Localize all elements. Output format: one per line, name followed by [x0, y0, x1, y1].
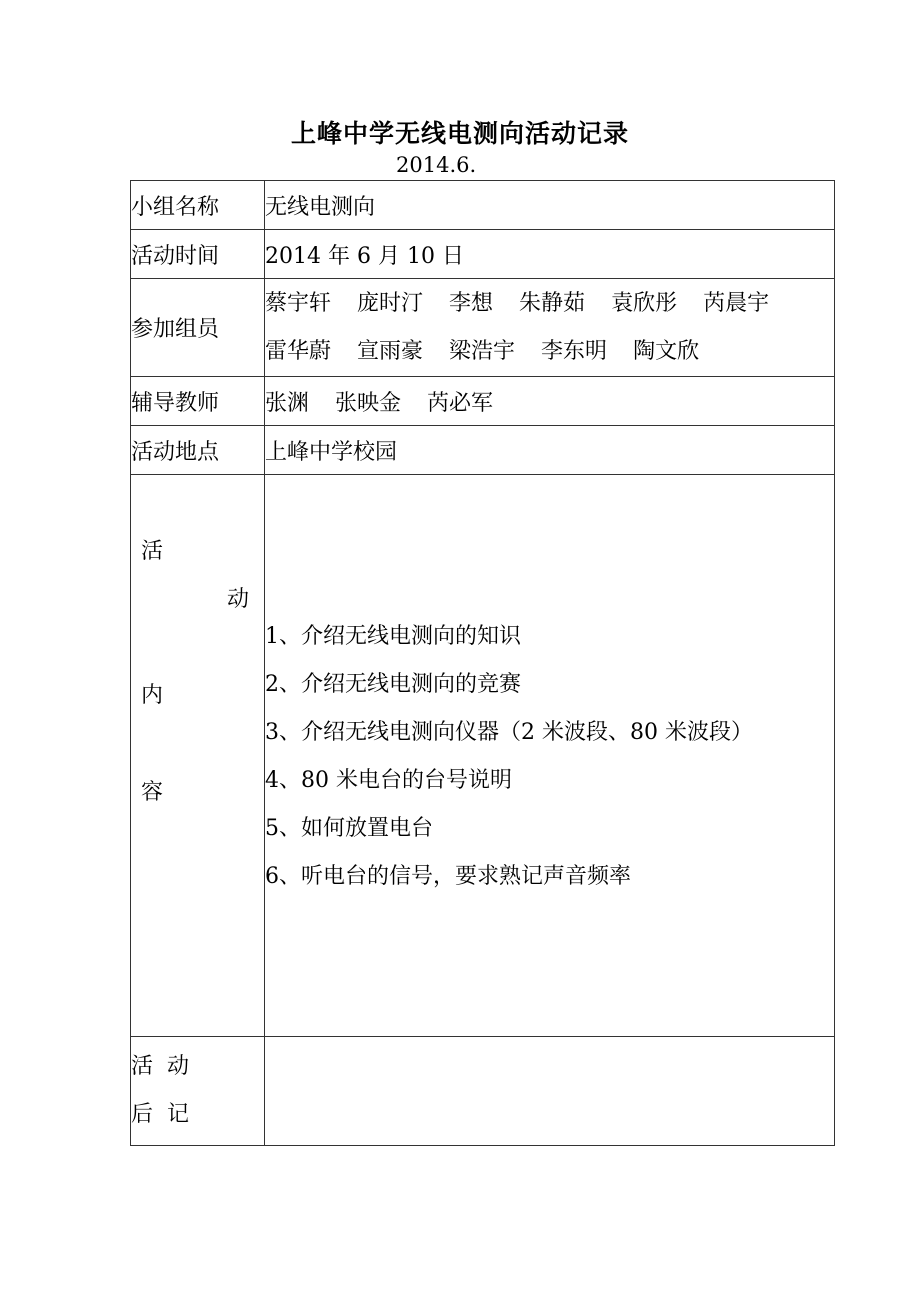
member-name: 李东明	[541, 338, 608, 364]
content-label	[131, 475, 265, 1037]
row-teachers	[131, 377, 835, 426]
content-label-char: 动	[227, 587, 250, 612]
content-item: 2、介绍无线电测向的竞赛	[265, 671, 521, 697]
content-list	[265, 611, 834, 901]
teacher-name: 张渊	[265, 390, 310, 416]
content-label-char: 内	[141, 683, 164, 708]
afterword-label-line-1: 活动	[131, 1054, 204, 1079]
teachers-label: 辅导教师	[131, 377, 265, 426]
member-name: 梁浩宇	[449, 338, 516, 364]
members-value	[265, 279, 835, 377]
members-line-2	[265, 328, 834, 376]
member-name: 陶文欣	[633, 338, 700, 364]
row-afterword	[131, 1037, 835, 1146]
content-item: 4、80 米电台的台号说明	[265, 767, 512, 793]
afterword-label-line-2: 后记	[131, 1102, 204, 1127]
member-name: 李想	[449, 290, 494, 316]
content-item: 1、介绍无线电测向的知识	[265, 623, 521, 649]
teachers-list	[265, 386, 834, 417]
content-label-chars	[131, 475, 264, 1036]
member-name: 蔡宇轩	[265, 290, 332, 316]
member-name: 宣雨豪	[357, 338, 424, 364]
teachers-value	[265, 377, 835, 426]
row-content	[131, 475, 835, 1037]
content-value	[265, 475, 835, 1037]
content-item: 6、听电台的信号，要求熟记声音频率	[265, 863, 631, 889]
member-name: 庞时汀	[357, 290, 424, 316]
row-members	[131, 279, 835, 377]
page-title: 上峰中学无线电测向活动记录	[290, 119, 629, 148]
content-label-char: 活	[141, 539, 164, 564]
time-label: 活动时间	[131, 230, 265, 279]
afterword-value	[265, 1037, 835, 1146]
member-name: 朱静茹	[519, 290, 586, 316]
row-location	[131, 426, 835, 475]
member-name: 芮晨宇	[703, 290, 770, 316]
row-group-name	[131, 181, 835, 230]
members-label: 参加组员	[131, 279, 265, 377]
member-name: 袁欣彤	[611, 290, 678, 316]
group-name-label: 小组名称	[131, 181, 265, 230]
location-value: 上峰中学校园	[265, 426, 835, 475]
row-time	[131, 230, 835, 279]
content-item: 3、介绍无线电测向仪器（2 米波段、80 米波段）	[265, 719, 753, 745]
time-value: 2014 年 6 月 10 日	[265, 230, 835, 279]
member-name: 雷华蔚	[265, 338, 332, 364]
record-table	[130, 180, 835, 1146]
record-date: 2014.6.	[396, 153, 477, 177]
afterword-label	[131, 1037, 265, 1146]
content-item: 5、如何放置电台	[265, 815, 433, 841]
content-label-char: 容	[141, 780, 164, 805]
group-name-value: 无线电测向	[265, 181, 835, 230]
teacher-name: 张映金	[335, 390, 402, 416]
members-line-1	[265, 280, 834, 328]
location-label: 活动地点	[131, 426, 265, 475]
teacher-name: 芮必军	[427, 390, 494, 416]
